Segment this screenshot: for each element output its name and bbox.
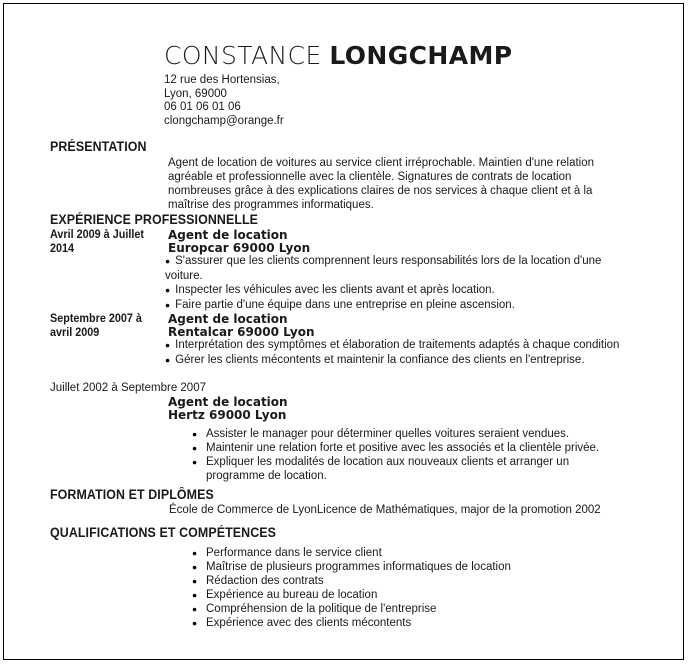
list-item: ● Maintenir une relation forte et positive avec les associés et la clientèle privée. — [192, 441, 612, 455]
job-company: Europcar 69000 Lyon — [168, 241, 311, 255]
section-heading-education: FORMATION ET DIPLÔMES — [50, 487, 214, 502]
job-company: Hertz 69000 Lyon — [168, 408, 287, 422]
list-item: ● Compréhension de la politique de l'entreprise — [192, 602, 612, 616]
list-item: ● Faire partie d'une équipe dans une entreprise en pleine ascension. — [165, 298, 620, 313]
skills-list — [192, 546, 612, 630]
presentation-body: Agent de location de voitures au service client irréprochable. Maintien d'une relation agréable et professionnelle avec la clientèle. Signatures de contrats de location nombreuses grâce à des explications claires de nos services à chaque client et à la maîtrise des programmes informatiques. — [168, 157, 595, 211]
job-dates: Avril 2009 à Juillet 2014 — [50, 229, 144, 255]
list-item: ● Expérience au bureau de location — [192, 588, 612, 602]
section-heading-presentation: PRÉSENTATION — [50, 139, 147, 154]
resume-page — [3, 3, 684, 660]
section-heading-experience: EXPÉRIENCE PROFESSIONNELLE — [50, 212, 259, 227]
job-bullets — [165, 338, 620, 368]
list-item: ● Expérience avec des clients mécontents — [192, 616, 612, 630]
first-name: CONSTANCE — [164, 41, 322, 70]
list-item: ● Inspecter les véhicules avec les clients avant et après location. — [165, 283, 620, 298]
job-title: Agent de location — [168, 395, 288, 409]
section-heading-skills: QUALIFICATIONS ET COMPÉTENCES — [50, 525, 277, 540]
list-item: ● Maîtrise de plusieurs programmes informatiques de location — [192, 560, 612, 574]
list-item: ● S'assurer que les clients comprennent leurs responsabilités lors de la location d'une voiture. — [165, 254, 620, 283]
job-bullets — [192, 427, 612, 483]
job-title: Agent de location — [168, 312, 288, 326]
list-item: ● Expliquer les modalités de location aux nouveaux clients et arranger un programme de location. — [192, 455, 612, 483]
education-entry: École de Commerce de LyonLicence de Mathématiques, major de la promotion 2002 — [169, 504, 601, 516]
job-dates: Septembre 2007 à avril 2009 — [50, 313, 142, 339]
list-item: ● Interprétation des symptômes et élaboration de traitements adaptés à chaque condition — [165, 338, 620, 353]
job-dates: Juillet 2002 à Septembre 2007 — [50, 382, 206, 394]
contact-city-postal: Lyon, 69000 — [164, 87, 227, 100]
list-item: ● Assister le manager pour déterminer quelles voitures seraient vendues. — [192, 427, 612, 441]
list-item: ● Rédaction des contrats — [192, 574, 612, 588]
page-title — [164, 40, 512, 71]
contact-phone: 06 01 06 01 06 — [164, 101, 241, 113]
list-item: ● Performance dans le service client — [192, 546, 612, 560]
job-bullets — [165, 254, 620, 313]
list-item: ● Gérer les clients mécontents et maintenir la confiance des clients en l'entreprise. — [165, 353, 620, 368]
contact-email: clongchamp@orange.fr — [164, 114, 284, 127]
contact-address: 12 rue des Hortensias, — [164, 74, 280, 86]
job-company: Rentalcar 69000 Lyon — [168, 325, 315, 339]
contact-block — [164, 74, 284, 128]
job-title: Agent de location — [168, 228, 288, 242]
last-name: LONGCHAMP — [329, 41, 513, 70]
